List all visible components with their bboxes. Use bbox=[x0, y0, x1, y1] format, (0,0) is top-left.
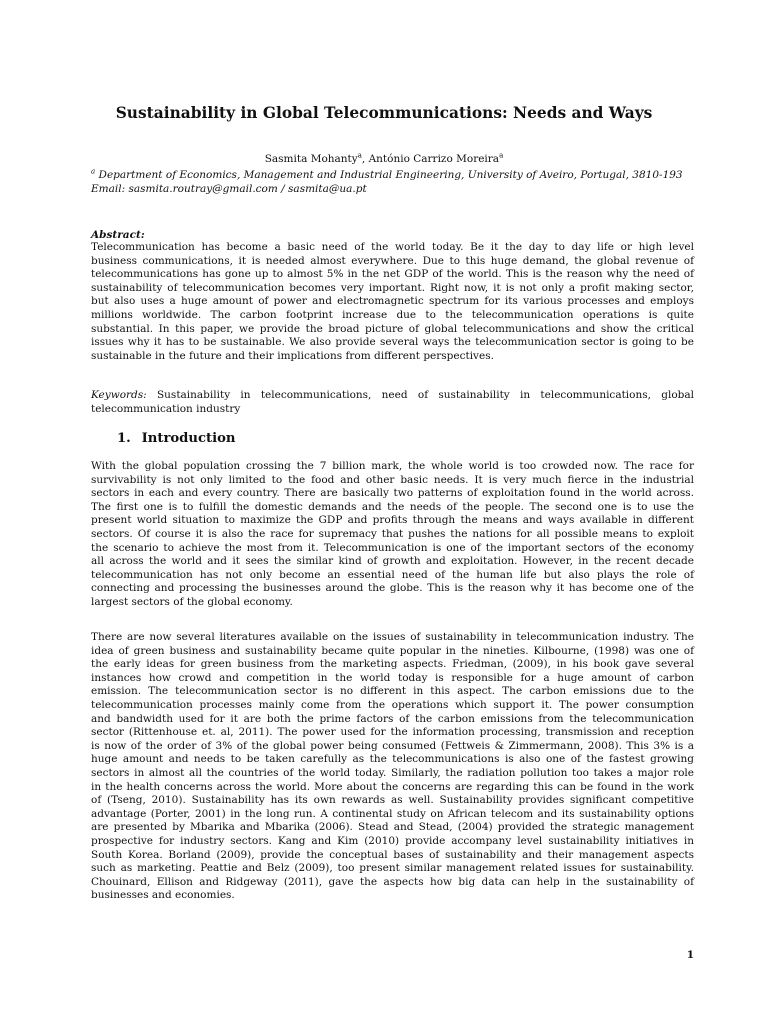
paragraph-line: prospective for industry sectors. Kang and Kim (2010) provide accompany level sustainability initiatives in bbox=[91, 834, 694, 847]
paragraph-line: the early ideas for green business from the marketing aspects. Friedman, (2009), in his book gave several bbox=[91, 658, 694, 671]
paragraph-line: The first one is to fulfill the domestic demands and the needs of the people. The second one is to use the bbox=[91, 500, 694, 513]
keywords-line: telecommunication industry bbox=[91, 402, 241, 415]
paragraph-line: and bandwidth used for it are both the prime factors of the carbon emissions from the telecommunication bbox=[91, 712, 694, 725]
author-email: Email: sasmita.routray@gmail.com / sasmita@ua.pt bbox=[91, 183, 367, 195]
paragraph-line: With the global population crossing the 7 billion mark, the whole world is too crowded now. The race for bbox=[91, 460, 694, 472]
paragraph-line: such as marketing. Peattie and Belz (2009), too present similar management related issues for sustainability. bbox=[91, 862, 694, 875]
paragraph-line: telecommunication has not only become an essential need of the human life but also plays the role of bbox=[91, 568, 694, 581]
paragraph-line: Chouinard, Ellison and Ridgeway (2011), gave the aspects how big data can help in the sustainability of bbox=[91, 875, 694, 888]
abstract-line: business communications, it is needed almost everywhere. Due to this huge demand, the global revenue of bbox=[91, 254, 694, 267]
paragraph-line: are presented by Mbarika and Mbarika (2006). Stead and Stead, (2004) provided the strategic management bbox=[91, 821, 694, 834]
paragraph-line: There are now several literatures available on the issues of sustainability in telecommunication industry. The bbox=[91, 631, 694, 643]
intro-paragraph bbox=[91, 460, 694, 610]
abstract-line: substantial. In this paper, we provide the broad picture of global telecommunications and show the critical bbox=[91, 322, 694, 335]
paragraph-line: survivability is not only limited to the food and other basic needs. It is very much fierce in the industrial bbox=[91, 473, 694, 486]
paragraph-line: present world situation to maximize the GDP and profits through the means and ways available in different bbox=[91, 514, 694, 527]
affiliation-mark: a bbox=[357, 151, 362, 160]
page-number: 1 bbox=[686, 949, 694, 961]
paper-title: Sustainability in Global Telecommunications: Needs and Ways bbox=[115, 104, 653, 122]
paragraph-line: of (Tseng, 2010). Sustainability has its own rewards as well. Sustainability provides significant competitive bbox=[91, 794, 694, 807]
section-title: Introduction bbox=[141, 431, 236, 446]
author-separator: , bbox=[361, 153, 369, 165]
abstract-line: millions worldwide. The carbon footprint increase due to the telecommunication operations is quite bbox=[91, 308, 694, 321]
section-number: 1. bbox=[117, 431, 131, 446]
affiliation-mark: a bbox=[91, 167, 96, 176]
affiliation bbox=[91, 168, 683, 182]
paragraph-line: emission. The telecommunication sector is no different in this aspect. The carbon emissions due to the bbox=[91, 685, 694, 698]
author-name: Sasmita Mohanty bbox=[264, 153, 358, 165]
paragraph-line: instances how crowd and competition in the world today is responsible for a huge amount of carbon bbox=[91, 671, 694, 684]
abstract-line: sustainability of telecommunication becomes very important. Right now, it is not only a profit making sector, bbox=[91, 281, 694, 294]
keywords-text: Sustainability in telecommunications, need of sustainability in telecommunications, global bbox=[146, 389, 694, 401]
paragraph-line: sectors in each and every country. There are basically two patterns of exploitation found in the world across. bbox=[91, 487, 694, 500]
abstract-line: issues why it has to be sustainable. We also provide several ways the telecommunication sector is going to be bbox=[91, 336, 694, 349]
paragraph-line: sector (Rittenhouse et. al, 2011). The power used for the information processing, transmission and reception bbox=[91, 726, 694, 739]
affiliation-text: Department of Economics, Management and Industrial Engineering, University of Aveiro, Portugal, 3810-193 bbox=[95, 169, 683, 181]
author-line bbox=[60, 152, 708, 166]
affiliation-mark: a bbox=[499, 151, 504, 160]
paragraph-line: connecting and processing the businesses around the globe. This is the reason why it has become one of the bbox=[91, 582, 694, 595]
section-heading bbox=[117, 430, 236, 448]
paragraph-line: all across the world and it sees the similar kind of growth and exploitation. However, in the recent decade bbox=[91, 555, 694, 568]
abstract-line: Telecommunication has become a basic need of the world today. Be it the day to day life or high level bbox=[91, 241, 694, 253]
paragraph-line: largest sectors of the global economy. bbox=[91, 595, 293, 608]
paragraph-line: is now of the order of 3% of the global power being consumed (Fettweis & Zimmermann, 2008). This 3% is a bbox=[91, 739, 694, 752]
abstract-heading: Abstract: bbox=[91, 229, 145, 241]
paragraph-line: in the health concerns across the world. More about the concerns are regarding this can be found in the work bbox=[91, 780, 694, 793]
paragraph-line: sectors in almost all the countries of the world today. Similarly, the radiation pollution too takes a major role bbox=[91, 766, 694, 779]
paragraph-line: the scenario to achieve the most from it. Telecommunication is one of the important sectors of the economy bbox=[91, 541, 694, 554]
paragraph-line: telecommunication processes mainly come from the operations which support it. The power consumption bbox=[91, 698, 694, 711]
keywords bbox=[91, 389, 694, 416]
abstract-body bbox=[91, 241, 694, 363]
abstract-line: telecommunications has gone up to almost 5% in the net GDP of the world. This is the reason why the need of bbox=[91, 268, 694, 281]
author-name: António Carrizo Moreira bbox=[368, 153, 500, 165]
paragraph-line: South Korea. Borland (2009), provide the conceptual bases of sustainability and their management aspects bbox=[91, 848, 694, 861]
keywords-line bbox=[91, 389, 694, 403]
paragraph-line: huge amount and needs to be taken carefully as the telecommunications is also one of the fastest growing bbox=[91, 753, 694, 766]
intro-paragraph bbox=[91, 631, 694, 903]
abstract-line: but also uses a huge amount of power and electromagnetic spectrum for its various processes and employs bbox=[91, 295, 694, 308]
keywords-label: Keywords: bbox=[91, 389, 147, 401]
paragraph-line: advantage (Porter, 2001) in the long run. A continental study on African telecom and its sustainability options bbox=[91, 807, 694, 820]
paragraph-line: idea of green business and sustainability became quite popular in the nineties. Kilbourne, (1998) was one of bbox=[91, 644, 694, 657]
paragraph-line: businesses and economies. bbox=[91, 889, 235, 902]
abstract-line: sustainable in the future and their implications from different perspectives. bbox=[91, 349, 494, 362]
paragraph-line: sectors. Of course it is also the race for supremacy that pushes the nations for all possible means to exploit bbox=[91, 527, 694, 540]
